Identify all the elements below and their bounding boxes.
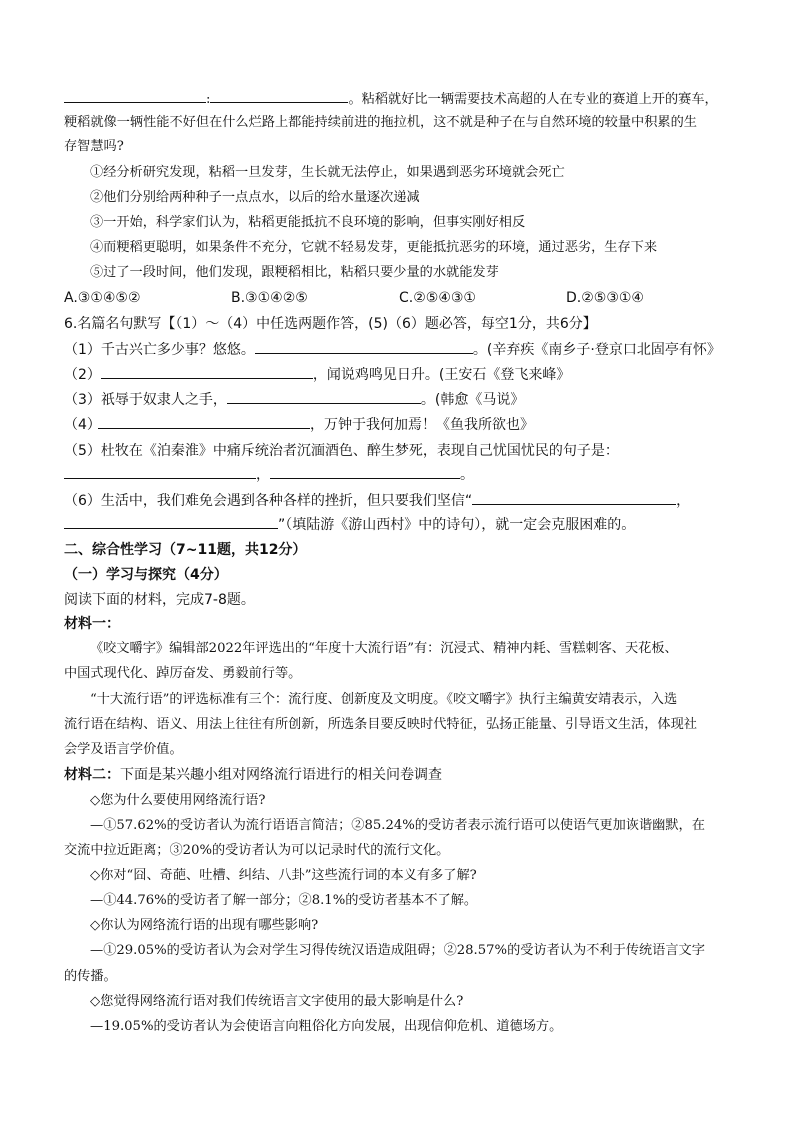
survey-answer: —19.05%的受访者认为会使语言向粗俗化方向发展，出现信仰危机、道德场方。 xyxy=(90,1019,563,1034)
survey-answer: 交流中拉近距离；③20%的受访者认为可以记录时代的流行文化。 xyxy=(64,843,450,858)
material-2-label: 材料二： xyxy=(64,767,120,783)
survey-answer: —①57.62%的受访者认为流行语语言简洁；②85.24%的受访者表示流行语可以使语气更加诙谐幽默，在 xyxy=(90,818,705,833)
prompt-text: （6）生活中，我们难免会遇到各种各样的挫折，但只要我们坚信“ xyxy=(64,493,473,509)
answer-blank[interactable] xyxy=(472,490,676,505)
instruction-text: 阅读下面的材料，完成7-8题。 xyxy=(64,592,255,608)
material-1-line: “十大流行语”的评选标准有三个：流行度、创新度及文明度。《咬文嚼字》执行主编黄安靖表示，入选 xyxy=(90,692,678,707)
sentence-item-5: ⑤过了一段时间，他们发现，跟粳稻相比，粘稻只要少量的水就能发芽 xyxy=(90,265,499,280)
answer-blank[interactable] xyxy=(270,464,460,479)
question-6-1 xyxy=(64,339,721,361)
answer-blank[interactable] xyxy=(255,339,473,354)
material-2-heading xyxy=(64,764,442,786)
material-1-line: 会学及语言学价值。 xyxy=(64,742,183,757)
material-1-line: 中国式现代化、踔厉奋发、勇毅前行等。 xyxy=(64,666,302,681)
option-a[interactable]: A.③①④⑤② xyxy=(64,290,141,306)
source-text: ，闻说鸡鸣见日升。(王安石《登飞来峰》 xyxy=(312,367,571,383)
question-6-6-cont xyxy=(64,514,635,536)
survey-question: ◇你对“囧、奇葩、吐槽、纠结、八卦”这些流行词的本义有多了解? xyxy=(90,868,477,883)
sentence-item-2: ②他们分别给两种种子一点点水，以后的给水量逐次递减 xyxy=(90,190,420,205)
answer-blank[interactable] xyxy=(64,464,256,479)
source-text: 。(韩愈《马说》 xyxy=(420,392,525,408)
material-2-title: 下面是某兴趣小组对网络流行语进行的相关问卷调查 xyxy=(120,767,442,783)
option-d[interactable]: D.②⑤③①④ xyxy=(566,290,644,306)
survey-question: ◇您觉得网络流行语对我们传统语言文字使用的最大影响是什么? xyxy=(90,994,464,1009)
question-6-6: （6）生活中，我们难免会遇到各种各样的挫折，但只要我们坚信“ ， xyxy=(64,490,690,512)
survey-answer: —①29.05%的受访者认为会对学生习得传统汉语造成阻碍；②28.57%的受访者认为不利于传统语言文字 xyxy=(90,943,705,958)
subsection-title: （一）学习与探究（4分） xyxy=(64,567,228,583)
question-6-5: （5）杜牧在《泊秦淮》中痛斥统治者沉湎酒色、醉生梦死，表现自己忧国忧民的句子是： xyxy=(64,443,619,459)
separator: : xyxy=(206,92,211,107)
source-text: 。(辛弃疾《南乡子·登京口北固亭有怀》 xyxy=(472,342,721,358)
material-1-line: 《咬文嚼字》编辑部2022年评选出的“年度十大流行语”有：沉浸式、精神内耗、雪糕刺客、天花板、 xyxy=(90,641,678,656)
material-1-label: 材料一： xyxy=(64,616,120,632)
question-6-3 xyxy=(64,389,524,411)
sentence-item-4: ④而粳稻更聪明，如果条件不充分，它就不轻易发芽，更能抵抗恶劣的环境，通过恶劣，生存下来 xyxy=(90,240,658,255)
top-line-2: 粳稻就像一辆性能不好但在什么烂路上都能持续前进的拖拉机，这不就是种子在与自然环境的较量中积累的生 xyxy=(64,115,697,130)
prompt-text: （3）祇辱于奴隶人之手， xyxy=(64,392,227,408)
top-line-3: 存智慧吗? xyxy=(64,139,124,154)
question-6-2 xyxy=(64,364,570,386)
survey-answer: —①44.76%的受访者了解一部分；②8.1%的受访者基本不了解。 xyxy=(90,893,478,908)
answer-blank[interactable] xyxy=(64,88,206,103)
prompt-text: （1）千古兴亡多少事？悠悠。 xyxy=(64,342,255,358)
sentence-item-1: ①经分析研究发现，粘稻一旦发芽，生长就无法停止，如果遇到恶劣环境就会死亡 xyxy=(90,165,565,180)
answer-blank[interactable] xyxy=(98,414,310,429)
option-b[interactable]: B.③①④②⑤ xyxy=(231,290,308,306)
survey-answer: 的传播。 xyxy=(64,969,117,984)
survey-question: ◇您为什么要使用网络流行语? xyxy=(90,793,266,808)
source-text: ”（填陆游《游山西村》中的诗句），就一定会克服困难的。 xyxy=(278,517,636,533)
source-text: ，万钟于我何加焉！《鱼我所欲也》 xyxy=(310,417,534,433)
question-6-5-answers: ， 。 xyxy=(64,464,474,486)
section-2-title: 二、综合性学习（7~11题，共12分） xyxy=(64,542,307,558)
question-6-4: （4） ，万钟于我何加焉！《鱼我所欲也》 xyxy=(64,414,534,436)
survey-question: ◇你认为网络流行语的出现有哪些影响? xyxy=(90,918,319,933)
answer-blank[interactable] xyxy=(64,514,278,529)
sentence-item-3: ③一开始，科学家们认为，粘稻更能抵抗不良环境的影响，但事实刚好相反 xyxy=(90,215,526,230)
prompt-text: （2） xyxy=(64,367,101,383)
fill-line-top xyxy=(64,88,718,111)
material-1-line: 流行语在结构、语义、用法上往往有所创新，所选条目要反映时代特征，弘扬正能量、引导语文生活，体现社 xyxy=(64,717,697,732)
answer-blank[interactable] xyxy=(210,88,348,103)
answer-blank[interactable] xyxy=(227,389,421,404)
question-6-title: 6.名篇名句默写【（1）～（4）中任选两题作答，(5)（6）题必答，每空1分，共6分】 xyxy=(64,316,597,332)
option-c[interactable]: C.②⑤④③① xyxy=(399,290,476,306)
top-line-1: 。粘稻就好比一辆需要技术高超的人在专业的赛道上开的赛车， xyxy=(348,92,718,107)
answer-blank[interactable] xyxy=(101,364,313,379)
